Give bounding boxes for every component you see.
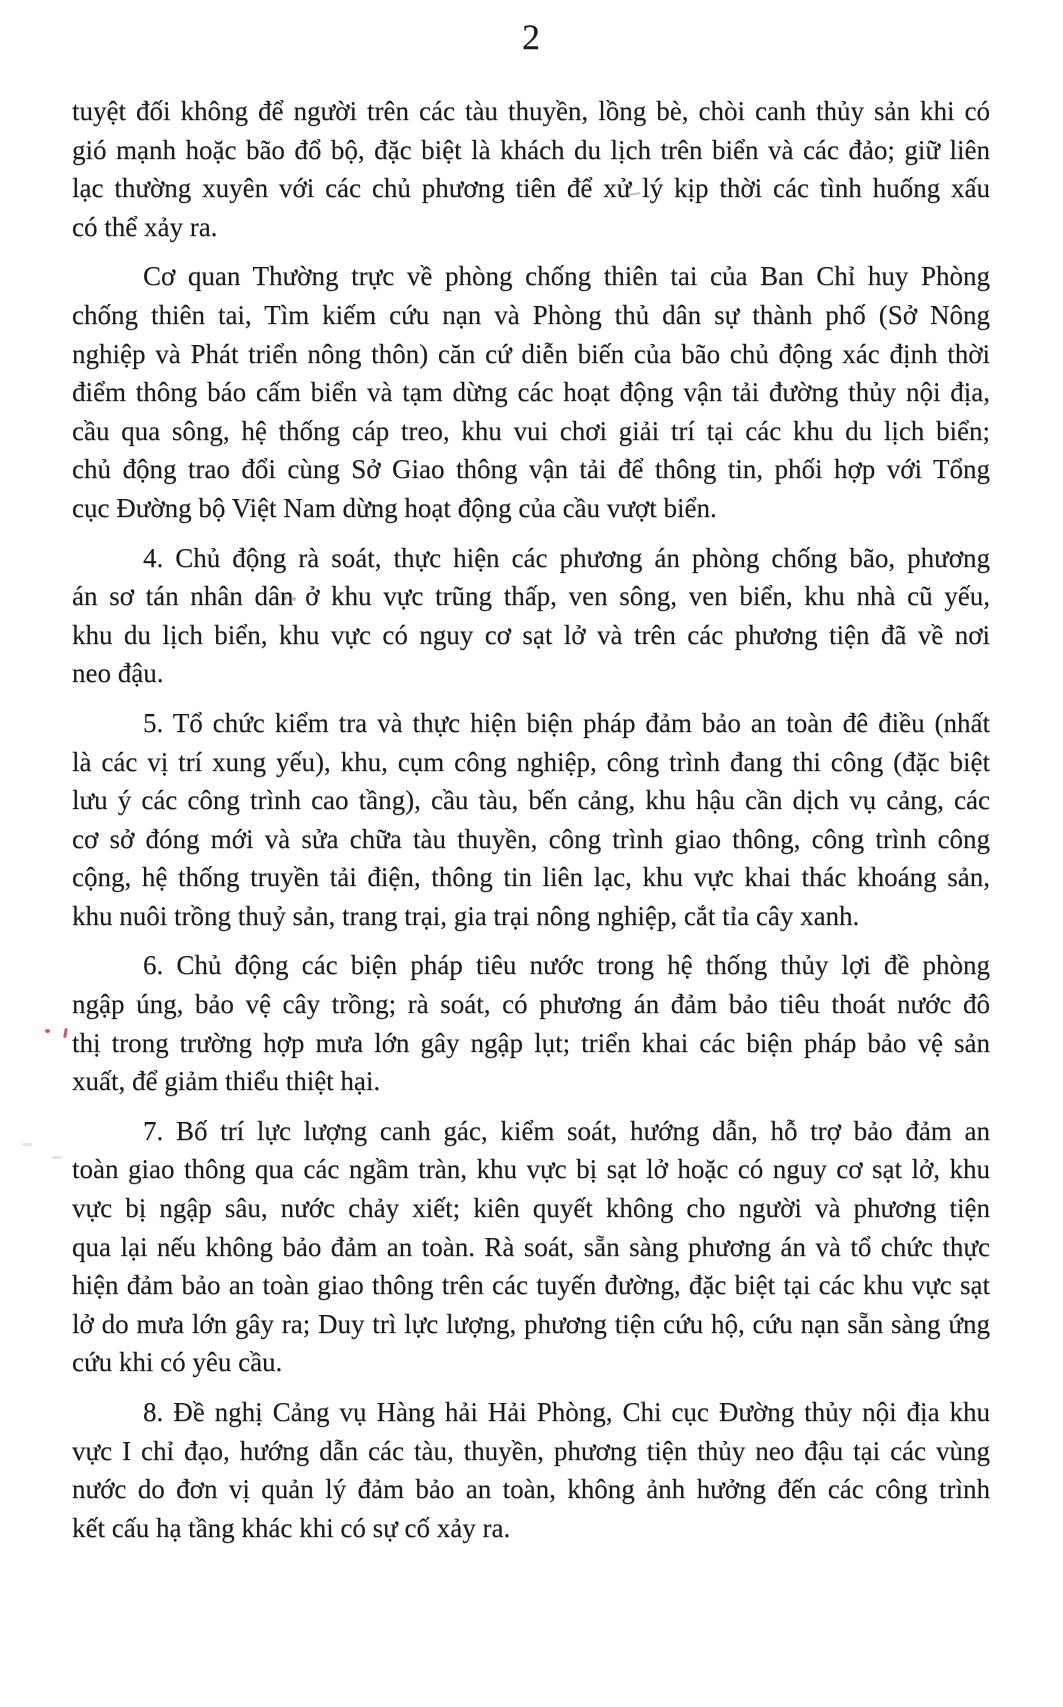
text-line: Cơ quan Thường trực về phòng chống thiên tai của Ban Chỉ huy Phòng xyxy=(143,261,990,292)
text-line: neo đậu. xyxy=(72,658,164,689)
text-line: cục Đường bộ Việt Nam dừng hoạt động của cầu vượt biển. xyxy=(72,492,717,523)
text-line: có thể xảy ra. xyxy=(72,211,218,242)
text-line: 6. Chủ động các biện pháp tiêu nước trong hệ thống thủy lợi đề phòng xyxy=(143,950,990,981)
pen-mark xyxy=(63,1028,68,1038)
text-line: chủ động trao đổi cùng Sở Giao thông vận tải để thông tin, phối hợp với Tổng xyxy=(72,454,990,485)
paragraph-item-6 xyxy=(72,946,990,1100)
text-line: khu du lịch biển, khu vực có nguy cơ sạt lở và trên các phương tiện đã về nơi xyxy=(72,619,990,650)
text-line: khu nuôi trồng thuỷ sản, trang trại, gia trại nông nghiệp, cắt tỉa cây xanh. xyxy=(72,900,860,931)
paragraph-standing-agency xyxy=(72,257,990,527)
document-body xyxy=(72,92,990,1547)
text-line: vực bị ngập sâu, nước chảy xiết; kiên quyết không cho người và phương tiện xyxy=(72,1193,990,1224)
paragraph-item-4 xyxy=(72,539,990,693)
text-line: cầu qua sông, hệ thống cáp treo, khu vui chơi giải trí tại các khu du lịch biển; xyxy=(72,415,990,446)
text-line: cộng, hệ thống truyền tải điện, thông tin liên lạc, khu vực khai thác khoáng sản, xyxy=(72,862,990,893)
text-line: cơ sở đóng mới và sửa chữa tàu thuyền, công trình giao thông, công trình công xyxy=(72,823,990,854)
pen-mark xyxy=(45,1029,50,1033)
text-line: kết cấu hạ tầng khác khi có sự cố xảy ra. xyxy=(72,1512,511,1543)
text-line: 8. Đề nghị Cảng vụ Hàng hải Hải Phòng, Chi cục Đường thủy nội địa khu xyxy=(143,1397,990,1427)
page-number: 2 xyxy=(522,17,541,57)
paragraph-item-8 xyxy=(72,1393,990,1547)
text-line: án sơ tán nhân dân ở khu vực trũng thấp, ven sông, ven biển, khu nhà cũ yếu, xyxy=(72,581,990,612)
text-line: 5. Tổ chức kiểm tra và thực hiện biện pháp đảm bảo an toàn đê điều (nhất xyxy=(143,707,990,738)
text-line: toàn giao thông qua các ngầm tràn, khu vực bị sạt lở hoặc có nguy cơ sạt lở, khu xyxy=(72,1154,990,1185)
text-line: tuyệt đối không để người trên các tàu thuyền, lồng bè, chòi canh thủy sản khi có xyxy=(72,96,990,126)
text-line: ngập úng, bảo vệ cây trồng; rà soát, có phương án đảm bảo tiêu thoát nước đô xyxy=(72,989,990,1020)
text-line: điểm thông báo cấm biển và tạm dừng các hoạt động vận tải đường thủy nội địa, xyxy=(72,377,990,408)
text-line: xuất, để giảm thiểu thiệt hại. xyxy=(72,1066,381,1097)
text-line: cứu khi có yêu cầu. xyxy=(72,1347,283,1378)
text-line: nghiệp và Phát triển nông thôn) căn cứ diễn biến của bão chủ động xác định thời xyxy=(72,338,990,369)
text-line: nước do đơn vị quản lý đảm bảo an toàn, không ảnh hưởng đến các công trình xyxy=(72,1474,990,1505)
paragraph-continuation xyxy=(72,92,990,246)
text-line: qua lại nếu không bảo đảm an toàn. Rà soát, sẵn sàng phương án và tổ chức thực xyxy=(72,1231,990,1262)
text-line: lưu ý các công trình cao tầng), cầu tàu, bến cảng, khu hậu cần dịch vụ cảng, các xyxy=(72,785,990,816)
text-line: thị trong trường hợp mưa lớn gây ngập lụt; triển khai các biện pháp bảo vệ sản xyxy=(72,1027,990,1058)
text-line: lở do mưa lớn gây ra; Duy trì lực lượng, phương tiện cứu hộ, cứu nạn sẵn sàng ứng xyxy=(72,1308,990,1339)
text-line: là các vị trí xung yếu), khu, cụm công nghiệp, công trình đang thi công (đặc biệt xyxy=(72,746,990,777)
text-line: vực I chỉ đạo, hướng dẫn các tàu, thuyền, phương tiện thủy neo đậu tại các vùng xyxy=(72,1435,990,1466)
scan-artifact xyxy=(22,1143,32,1146)
text-line: lạc thường xuyên với các chủ phương tiên để xử lý kịp thời các tình huống xấu xyxy=(72,173,990,204)
text-line: hiện đảm bảo an toàn giao thông trên các tuyến đường, đặc biệt tại các khu vực sạt xyxy=(72,1270,990,1301)
text-line: 7. Bố trí lực lượng canh gác, kiểm soát, hướng dẫn, hỗ trợ bảo đảm an xyxy=(143,1115,990,1146)
text-line: chống thiên tai, Tìm kiếm cứu nạn và Phòng thủ dân sự thành phố (Sở Nông xyxy=(72,299,990,330)
text-line: 4. Chủ động rà soát, thực hiện các phương án phòng chống bão, phương xyxy=(143,542,990,573)
paragraph-item-7 xyxy=(72,1112,990,1382)
paragraph-item-5 xyxy=(72,704,990,936)
text-line: gió mạnh hoặc bão đổ bộ, đặc biệt là khách du lịch trên biển và các đảo; giữ liên xyxy=(72,134,990,165)
